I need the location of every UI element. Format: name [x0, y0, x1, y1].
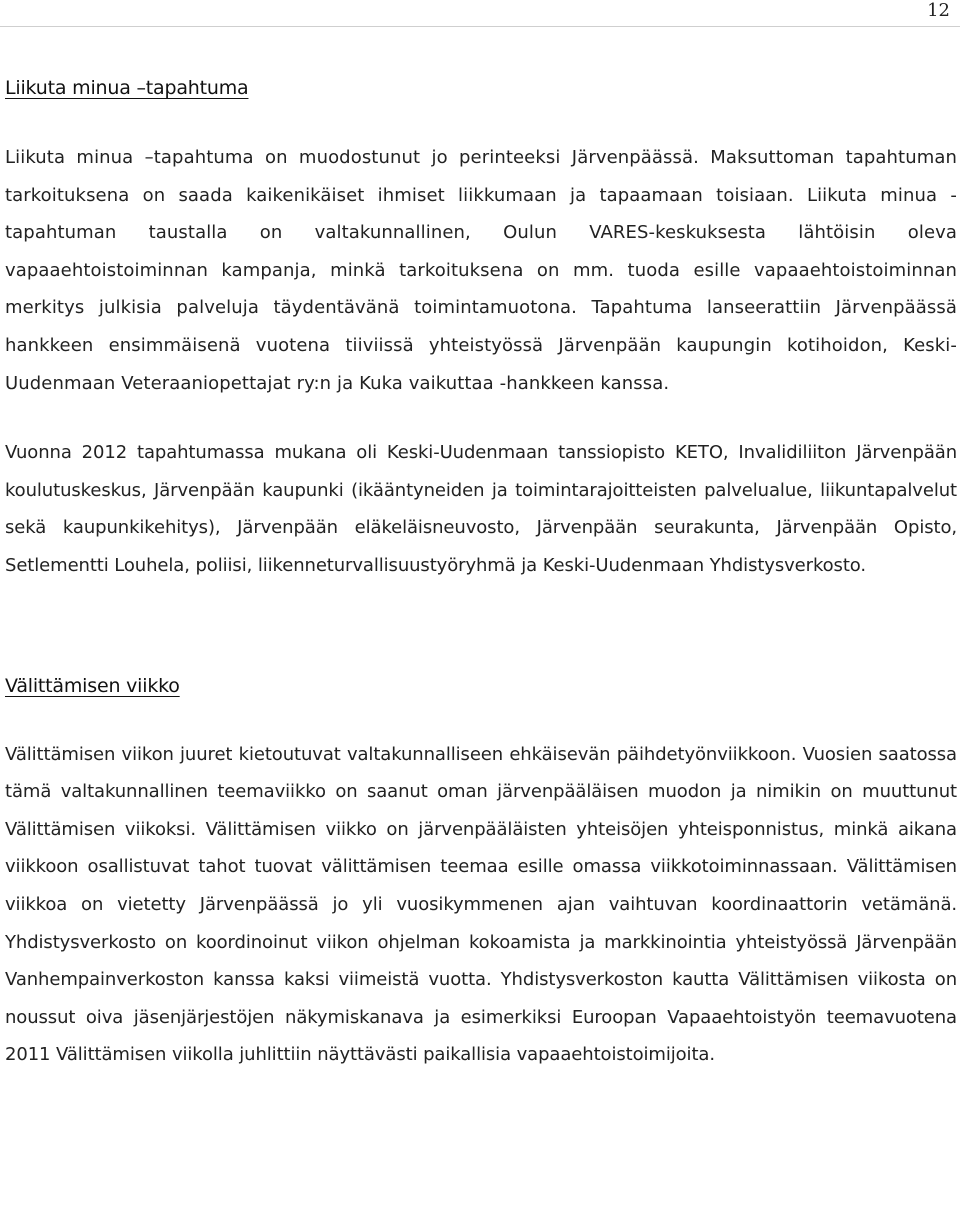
page-number: 12 [927, 0, 950, 21]
paragraph-liikuta-minua-participants: Vuonna 2012 tapahtumassa mukana oli Keski-Uudenmaan tanssiopisto KETO, Invalidiliiton Järvenpään koulutuskeskus, Järvenpään kaupunki (ikääntyneiden ja toimintarajoitteisten palvelualue, liikuntapalvelut sekä kaupunkikehitys), Järvenpään eläkeläisneuvosto, Järvenpään seurakunta, Järvenpään Opisto, Setlementti Louhela, poliisi, liikenneturvallisuustyöryhmä ja Keski-Uudenmaan Yhdistysverkosto. [5, 442, 957, 576]
section-heading-valittamisen-viikko: Välittämisen viikko [5, 674, 180, 697]
paragraph-valittamisen-viikko: Välittämisen viikon juuret kietoutuvat valtakunnalliseen ehkäisevän päihdetyönviikkoon. Vuosien saatossa tämä valtakunnallinen teemaviikko on saanut oman järvenpääläisen muodon ja nimikin on muuttunut Välittämisen viikoksi. Välittämisen viikko on järvenpääläisten yhteisöjen yhteisponnistus, minkä aikana viikkoon osallistuvat tahot tuovat välittämisen teemaa esille omassa viikkotoiminnassaan. Välittämisen viikkoa on vietetty Järvenpäässä jo yli vuosikymmenen ajan vaihtuvan koordinaattorin vetämänä. Yhdistysverkosto on koordinoinut viikon ohjelman kokoamista ja markkinointia yhteistyössä Järvenpään Vanhempainverkoston kanssa kaksi viimeistä vuotta. Yhdistysverkoston kautta Välittämisen viikosta on noussut oiva jäsenjärjestöjen näkymiskanava ja esimerkiksi Euroopan Vapaaehtoistyön teemavuotena 2011 Välittämisen viikolla juhlittiin näyttävästi paikallisia vapaaehtoistoimijoita. [5, 743, 957, 1066]
document-body [5, 70, 957, 1074]
paragraph-liikuta-minua-intro: Liikuta minua –tapahtuma on muodostunut jo perinteeksi Järvenpäässä. Maksuttoman tapahtuman tarkoituksena on saada kaikenikäiset ihmiset liikkumaan ja tapaamaan toisiaan. Liikuta minua -tapahtuman taustalla on valtakunnallinen, Oulun VARES-keskuksesta lähtöisin oleva vapaaehtoistoiminnan kampanja, minkä tarkoituksena on mm. tuoda esille vapaaehtoistoiminnan merkitys julkisia palveluja täydentävänä toimintamuotona. Tapahtuma lanseerattiin Järvenpäässä hankkeen ensimmäisenä vuotena tiiviissä yhteistyössä Järvenpään kaupungin kotihoidon, Keski-Uudenmaan Veteraaniopettajat ry:n ja Kuka vaikuttaa -hankkeen kanssa. [5, 147, 957, 394]
header-rule [0, 26, 960, 27]
section-heading-liikuta-minua: Liikuta minua –tapahtuma [5, 77, 249, 99]
